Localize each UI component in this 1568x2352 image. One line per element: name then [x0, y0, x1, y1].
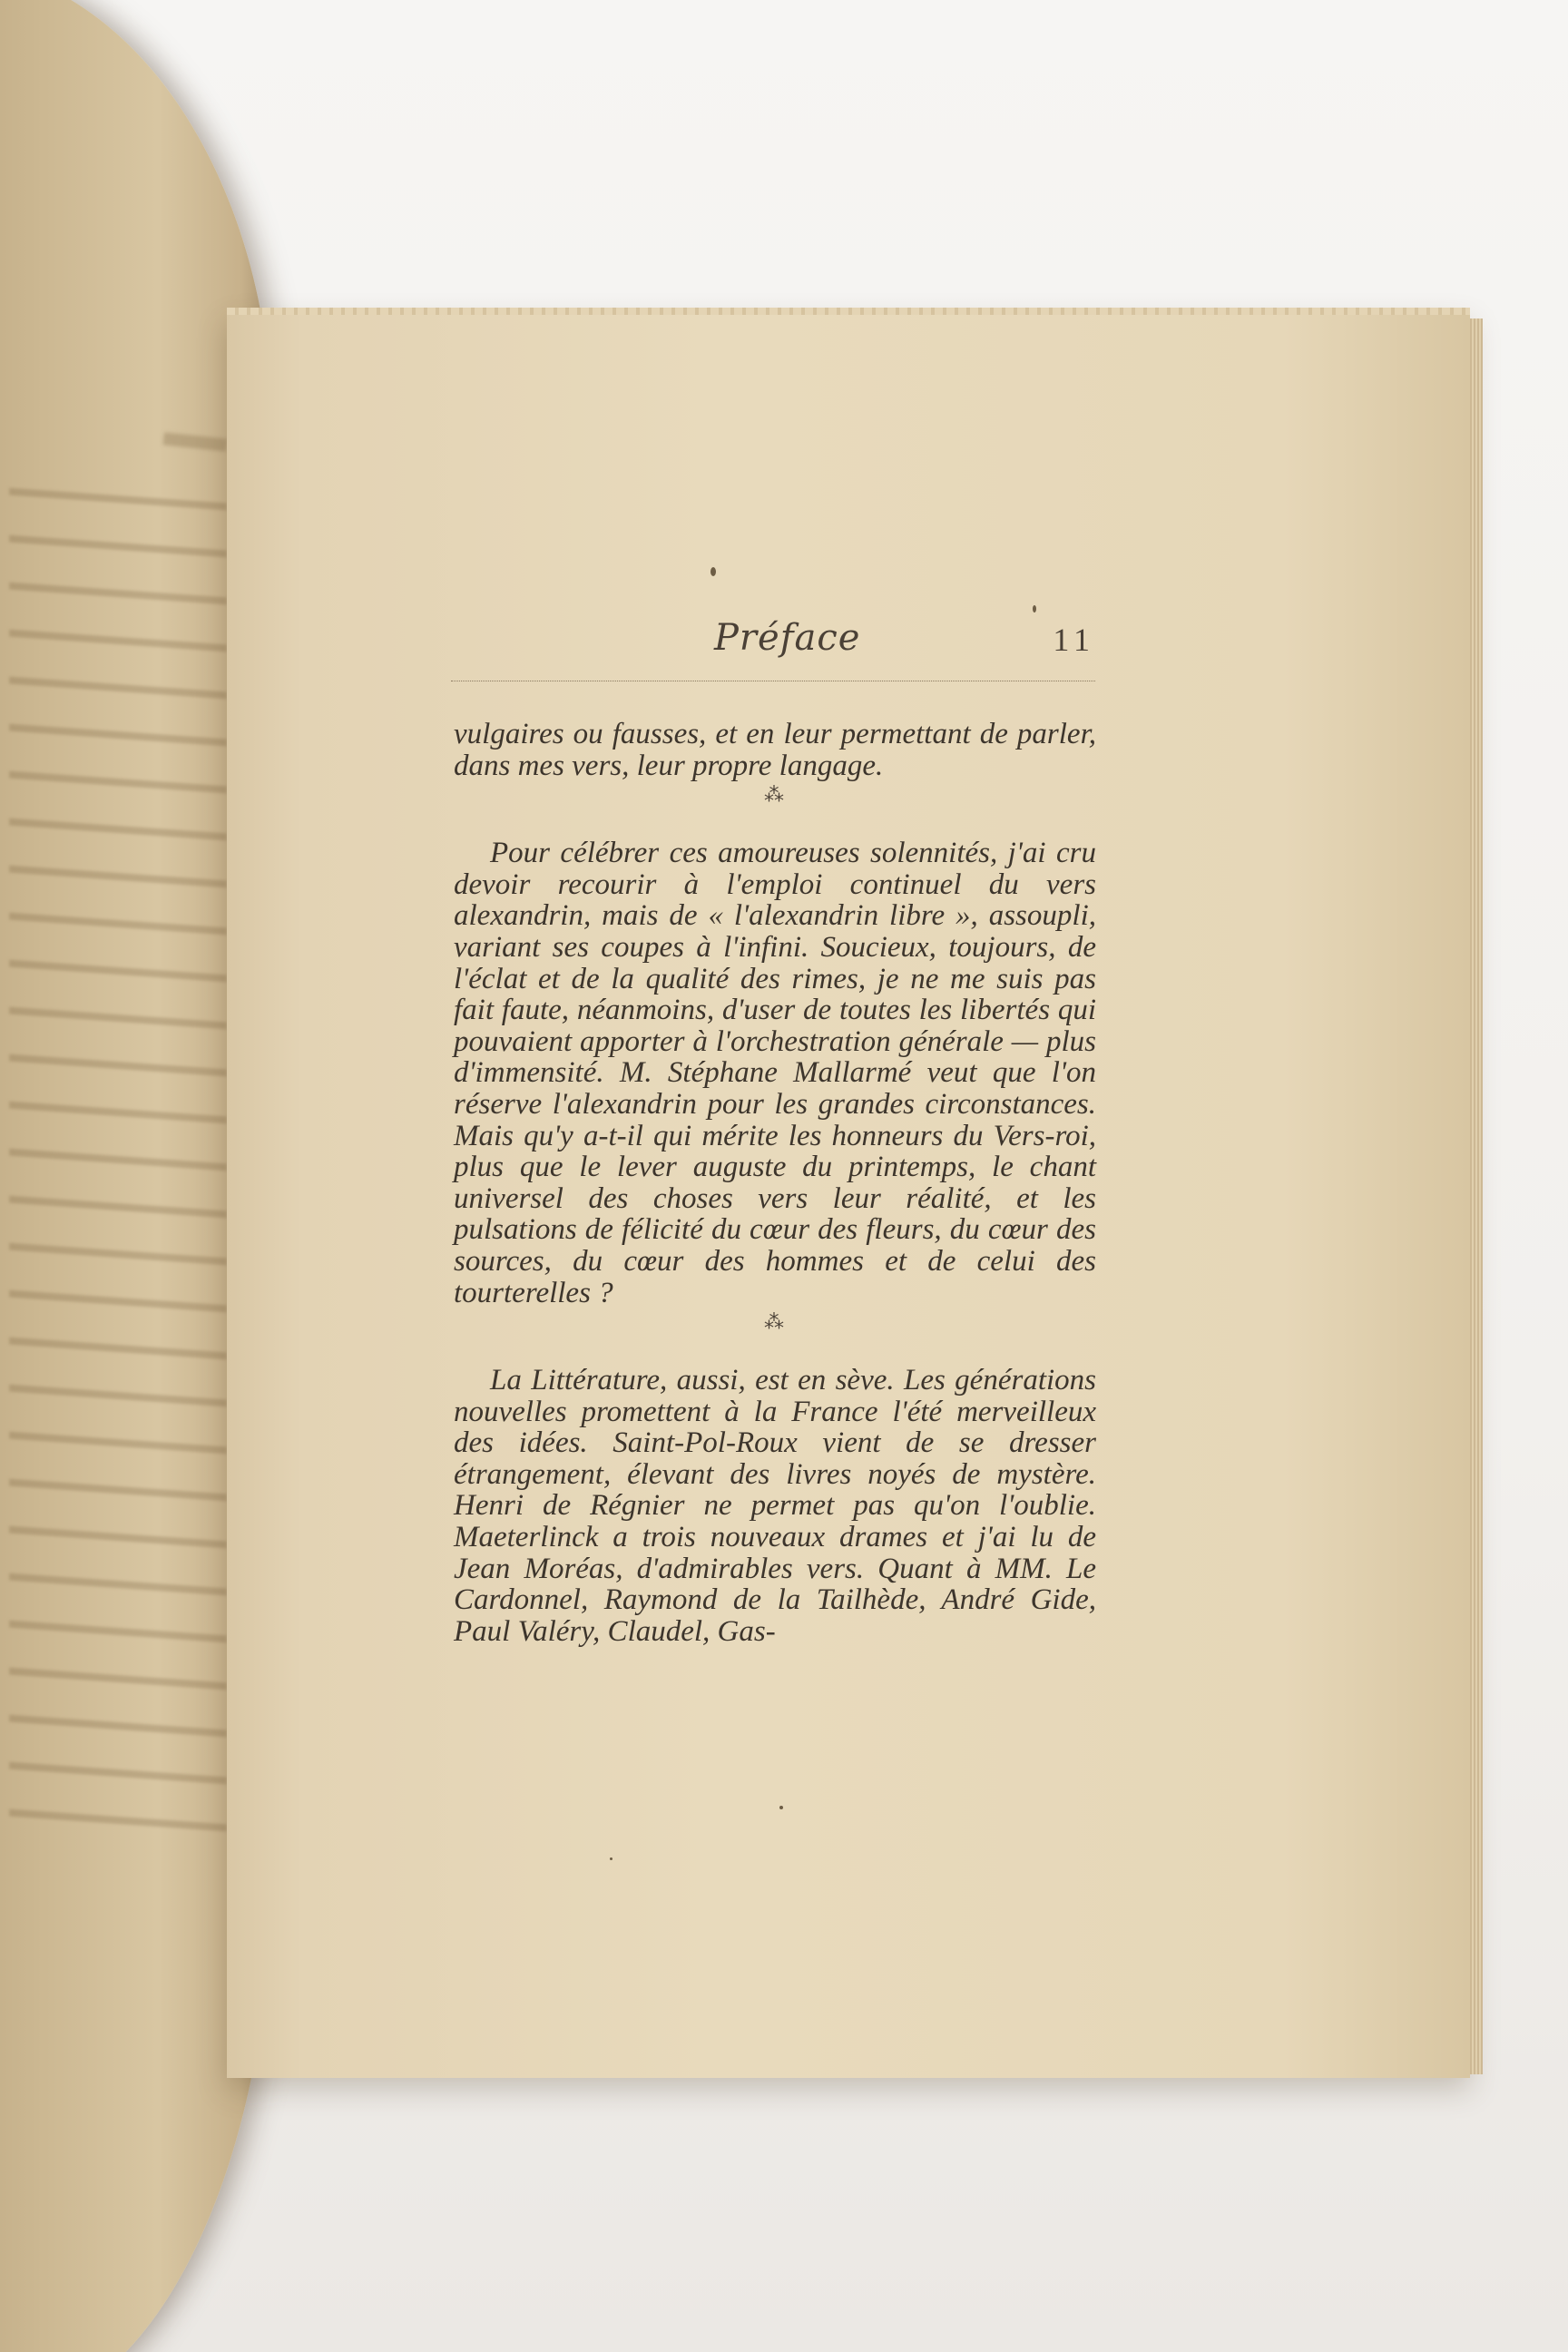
- paragraph-3: La Littérature, aussi, est en sève. Les générations nouvelles promettent à la France l'été merveilleux des idées. Saint-Pol-Roux vient de se dresser étrangement, élevant des livres noyés de mystère. Henri de Régnier ne permet pas qu'on l'oublie. Maeterlinck a trois nouveaux drames et j'ai lu de Jean Moréas, d'admirables vers. Quant à MM. Le Cardonnel, Raymond de la Tailhède, André Gide, Paul Valéry, Claudel, Gas-: [454, 1364, 1096, 1648]
- running-title: Préface: [714, 617, 861, 659]
- running-head: [451, 617, 1095, 681]
- asterism-2: ⁂: [764, 1310, 786, 1334]
- paragraph-2: Pour célébrer ces amoureuses solennités, j'ai cru devoir recourir à l'emploi continuel du vers alexandrin, mais de « l'alexandrin libre », assoupli, variant ses coupes à l'infini. Soucieux, toujours, de l'éclat et de la qualité des rimes, je ne me suis pas fait faute, néanmoins, d'user de toutes les libertés qui pouvaient apporter à l'orchestration générale — plus d'immensité. M. Stéphane Mallarmé veut que l'on réserve l'alexandrin pour les grandes circonstances. Mais qu'y a-t-il qui mérite les honneurs du Vers-roi, plus que le lever auguste du printemps, le chant universel des choses vers leur réalité, et les pulsations de félicité du cœur des fleurs, du cœur des sources, du cœur des hommes et de celui des tourterelles ?: [454, 837, 1096, 1309]
- left-page-header-blur: [162, 432, 227, 451]
- asterism-1: ⁂: [764, 783, 786, 807]
- left-page-text-blur: [9, 465, 227, 1841]
- page-number: 11: [1053, 622, 1095, 658]
- paragraph-1: vulgaires ou fausses, et en leur permettant de parler, dans mes vers, leur propre langage.: [454, 718, 1096, 782]
- body-text: [454, 719, 1096, 1647]
